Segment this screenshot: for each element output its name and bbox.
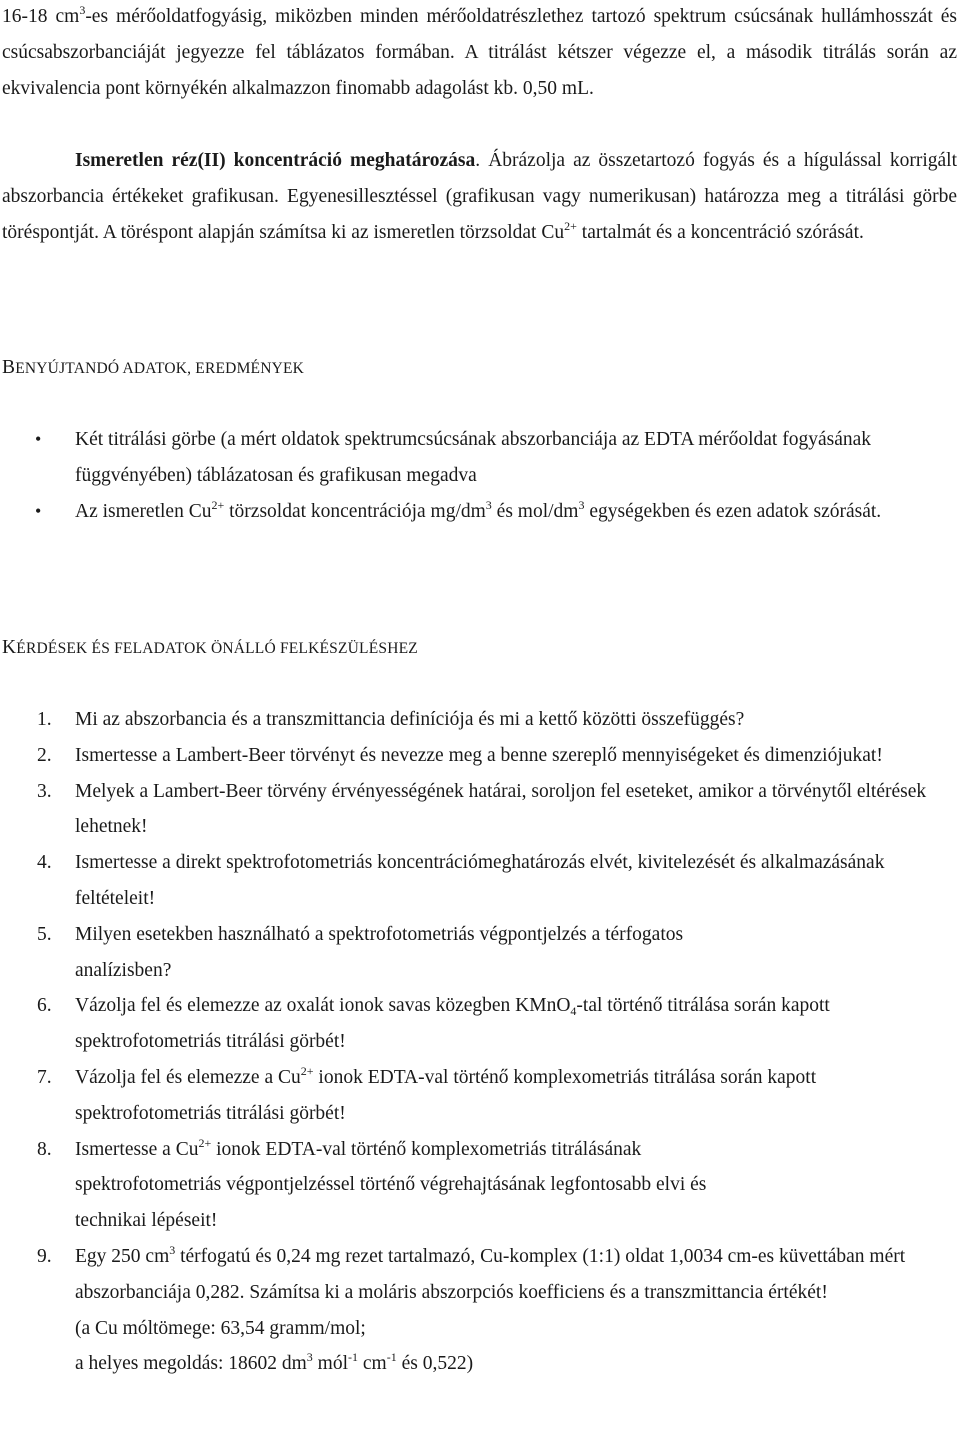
subscript: 4 — [570, 1004, 577, 1019]
question-text: Mi az abszorbancia és a transzmittancia definíciója és mi a kettő közötti összefüggés? — [75, 709, 745, 730]
results-bullet-list — [2, 422, 957, 529]
paragraph-text: tartalmát és a koncentráció szórását. — [576, 221, 864, 243]
question-number: 2. — [37, 744, 52, 766]
question-text: analízisben? — [75, 959, 172, 981]
question-text: Melyek a Lambert-Beer törvény érvényességének határai, soroljon fel eseteket, amikor a törvénytől eltérések lehetnek! — [75, 780, 927, 838]
questions-list — [2, 702, 957, 1382]
question-item — [2, 774, 957, 846]
subsection-title: Ismeretlen réz(II) koncentráció meghatározása — [75, 150, 476, 171]
question-text: ionok EDTA-val történő komplexometriás titrálásának — [211, 1138, 642, 1160]
bullet-text: egységekben és ezen adatok szórását. — [584, 500, 882, 522]
paragraph-text: . Ábrázolja az összetartozó fogyás és a hígulással korrigált abszorbancia értékeket grafikusan. Egyenesillesztéssel (grafikusan vagy numerikusan) határozza meg a titrálási görbe töréspontját. A töréspont alapján számítsa ki az ismeretlen törzsoldat Cu — [2, 150, 957, 243]
question-text: Milyen esetekben használható a spektrofotometriás végpontjelzés a térfogatos — [75, 923, 684, 945]
bullet-text: törzsoldat koncentrációja mg/dm — [224, 500, 486, 522]
unknown-copper-paragraph — [2, 143, 957, 250]
question-text: Ismertesse a Cu — [75, 1138, 199, 1160]
question-text: Vázolja fel és elemezze a Cu — [75, 1066, 301, 1088]
question-text: a helyes megoldás: 18602 dm — [75, 1353, 307, 1375]
question-text: mól — [312, 1353, 349, 1375]
question-item — [2, 702, 957, 738]
heading-text: ENYÚJTANDÓ ADATOK, EREDMÉNYEK — [15, 360, 305, 377]
question-text: térfogatú és 0,24 mg rezet tartalmazó, Cu-komplex (1:1) oldat 1,0034 cm-es küvettában mért abszorbanciája 0,282. Számítsa ki a moláris abszorpciós koefficiens és a transzmittancia értékét! — [75, 1245, 906, 1303]
superscript: 2+ — [198, 1135, 212, 1150]
question-text: és 0,522) — [396, 1353, 474, 1375]
section-heading-results — [2, 356, 304, 381]
heading-text: ÉRDÉSEK ÉS FELADATOK ÖNÁLLÓ FELKÉSZÜLÉSHEZ — [16, 640, 418, 657]
question-number: 7. — [37, 1066, 52, 1088]
intro-text: 16-18 cm — [2, 6, 80, 27]
heading-initial: K — [2, 637, 17, 658]
question-number: 5. — [37, 923, 52, 945]
question-item — [2, 917, 957, 989]
bullet-text: Két titrálási görbe (a mért oldatok spektrumcsúcsának abszorbanciája az EDTA mérőoldat fogyásának függvényében) táblázatosan és grafikusan megadva — [75, 429, 872, 486]
question-number: 1. — [37, 709, 52, 730]
bullet-item — [2, 422, 957, 494]
intro-paragraph — [2, 0, 957, 106]
superscript: 2+ — [564, 218, 577, 233]
question-text: Egy 250 cm — [75, 1245, 170, 1267]
question-item — [2, 1132, 957, 1239]
question-text: technikai lépéseit! — [75, 1210, 218, 1232]
superscript: 3 — [306, 1350, 313, 1365]
superscript: 3 — [169, 1242, 176, 1257]
superscript: 3 — [578, 497, 585, 512]
question-text: Ismertesse a direkt spektrofotometriás koncentrációmeghatározás elvét, kivitelezését és alkalmazásának feltételeit! — [75, 852, 885, 909]
question-item — [2, 845, 957, 917]
bullet-text: és mol/dm — [491, 500, 579, 522]
question-number: 9. — [37, 1245, 52, 1267]
question-number: 6. — [37, 995, 52, 1017]
question-text: Ismertesse a Lambert-Beer törvényt és nevezze meg a benne szereplő mennyiségeket és dimenziójukat! — [75, 744, 883, 766]
question-item — [2, 1060, 957, 1132]
superscript: 2+ — [211, 497, 225, 512]
superscript: 3 — [485, 497, 492, 512]
bullet-item — [2, 494, 957, 530]
question-text: -tal történő titrálása során kapott spektrofotometriás titrálási görbét! — [75, 995, 830, 1053]
question-number: 4. — [37, 852, 52, 874]
superscript: 3 — [79, 3, 86, 17]
question-text: cm — [358, 1353, 387, 1375]
heading-initial: B — [2, 357, 16, 378]
bullet-text: Az ismeretlen Cu — [75, 500, 212, 522]
superscript: -1 — [348, 1350, 359, 1365]
question-number: 3. — [37, 780, 52, 802]
question-text: (a Cu móltömege: 63,54 gramm/mol; — [75, 1317, 366, 1339]
question-item — [2, 988, 957, 1060]
intro-text: -es mérőoldatfogyásig, miközben minden mérőoldatrészlethez tartozó spektrum csúcsának hullámhosszát és csúcsabszorbanciáját jegyezze fel táblázatos formában. A titrálást kétszer végezze el, a második titrálás során az ekvivalencia pont környékén alkalmazzon finomabb adagolást kb. 0,50 mL. — [2, 6, 957, 99]
bullet-dot: • — [35, 500, 42, 521]
question-item — [2, 738, 957, 774]
superscript: 2+ — [300, 1063, 314, 1078]
superscript: -1 — [386, 1350, 397, 1365]
question-text: Vázolja fel és elemezze az oxalát ionok savas közegben KMnO — [75, 995, 571, 1017]
section-heading-questions — [2, 636, 418, 661]
question-number: 8. — [37, 1138, 52, 1160]
question-text: spektrofotometriás végpontjelzéssel történő végrehajtásának legfontosabb elvi és — [75, 1174, 707, 1196]
question-text: ionok EDTA-val történő komplexometriás titrálása során kapott spektrofotometriás titrálási görbét! — [75, 1066, 817, 1124]
bullet-dot: • — [35, 429, 42, 449]
question-item — [2, 1239, 957, 1382]
